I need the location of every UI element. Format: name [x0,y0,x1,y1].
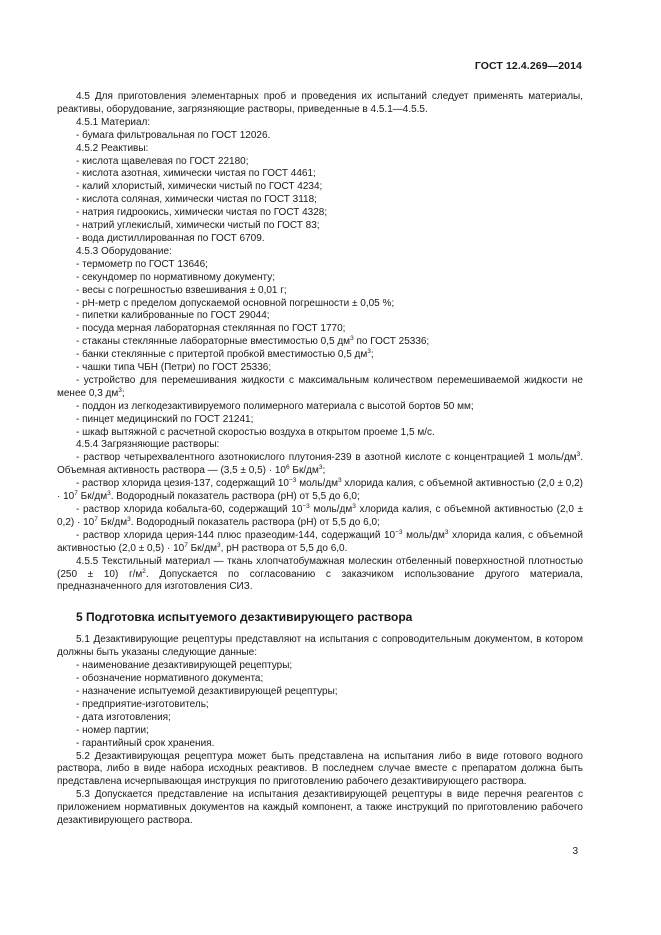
equipment-item-cups: - стаканы стеклянные лабораторные вместимостью 0,5 $дм^3$ по ГОСТ 25336; [76,335,430,348]
subsection-4-5-3-heading: 4.5.3 Оборудование: [76,245,172,257]
equipment-item: - посуда мерная лабораторная стеклянная по ГОСТ 1770; [76,323,346,335]
list-item: - назначение испытуемой дезактивирующей рецептуры; [76,685,338,697]
equipment-item: - термометр по ГОСТ 13646; [76,258,208,270]
equipment-item-mixer: - устройство для перемешивания жидкости с максимальным количеством перемешиваемой жидкости не менее 0,3 $дм^3$; [57,374,583,399]
subsection-4-5-1-heading: 4.5.1 Материал: [76,116,151,128]
subsection-4-5-4-heading: 4.5.4 Загрязняющие растворы: [76,439,220,451]
list-item: - номер партии; [76,724,149,736]
equipment-item-petri: - чашки типа ЧБН (Петри) по ГОСТ 25336; [76,362,272,374]
paragraph-5-1: 5.1 Дезактивирующие рецептуры представляют на испытания с сопроводительным документом, в котором должны быть указаны следующие данные: [57,634,583,659]
list-item: - обозначение нормативного документа; [76,673,264,685]
solution-cerium: - раствор хлорида церия-144 плюс празеодим-144, содержащий $10^{-3}$ моль/$дм^3$ хлорида калия, с объемной активностью $(2,0 \pm 0,5) \cdot 10^7$ $Бк/дм^3$, рН раствора от 5,5 до 6,0. [57,528,584,554]
subsection-4-5-5-textile: 4.5.5 Текстильный материал — ткань хлопчатобумажная молескин отбеленный поверхностной плотностью (250 ± 10) $г/м^2$. Допускается по согласованию с заказчиком использование другого материала, предназначенного для изготовления СИЗ. [57,555,584,593]
material-item: - бумага фильтровальная по ГОСТ 12026. [76,129,271,141]
document-standard-header: ГОСТ 12.4.269—2014 [474,60,582,72]
page-number: 3 [572,846,578,857]
page-body [57,91,583,828]
equipment-item: - секундомер по нормативному документу; [76,271,275,283]
solution-cobalt: - раствор хлорида кобальта-60, содержащий $10^{-3}$ моль/$дм^3$ хлорида калия, с объемной активностью $(2,0 \pm 0,2) \cdot 10^7$ $Бк/дм^3$. Водородный показатель раствора (рН) от 5,5 до 6,0; [57,503,583,528]
reagent-item: - натрия гидроокись, химически чистая по ГОСТ 4328; [76,207,328,219]
section-5-heading: 5 Подготовка испытуемого дезактивирующего раствора [76,610,413,625]
list-item: - предприятие-изготовитель; [76,698,209,710]
list-item: - дата изготовления; [76,711,171,723]
reagent-item: - кислота соляная, химически чистая по ГОСТ 3118; [76,194,317,206]
equipment-item: - пипетки калиброванные по ГОСТ 29044; [76,310,270,322]
list-item: - гарантийный срок хранения. [76,737,215,749]
equipment-item: - шкаф вытяжной с расчетной скоростью воздуха в открытом проеме 1,5 м/с. [76,426,435,438]
equipment-item-jars: - банки стеклянные с притертой пробкой вместимостью 0,5 $дм^3$; [76,348,374,361]
reagent-item: - натрий углекислый, химически чистый по ГОСТ 83; [76,220,320,232]
list-item: - наименование дезактивирующей рецептуры; [76,660,293,672]
reagent-item: - кислота щавелевая по ГОСТ 22180; [76,155,249,167]
paragraph-5-3: 5.3 Допускается представление на испытания дезактивирующей рецептуры в виде перечня реагентов с приложением нормативных документов на каждый компонент, а также инструкций по приготовлению рабочего дезактивирующего раствора. [57,789,583,827]
solution-plutonium: - раствор четырехвалентного азотнокислого плутония-239 в азотной кислоте с концентрацией 1 моль/$дм^3$. Объемная активность раствора — $(3,5 \pm 0,5) \cdot 10^6$ $Бк/дм^3$; [57,451,583,477]
solution-cesium: - раствор хлорида цезия-137, содержащий $10^{-3}$ моль/$дм^3$ хлорида калия, с объемной активностью $(2,0 \pm 0,2) \cdot 10^7$ $Бк/дм^3$. Водородный показатель раствора (рН) от 5,5 до 6,0; [57,477,584,503]
paragraph-5-2: 5.2 Дезактивирующая рецептура может быть представлена на испытания либо в виде готового водного раствора, либо в виде набора исходных реактивов. В последнем случае вместе с препаратом должна быть представлена исчерпывающая инструкция по приготовлению рабочего дезактивирующего раствора. [57,750,583,788]
equipment-item: - рН-метр с пределом допускаемой основной погрешности ± 0,05 %; [76,297,395,309]
reagent-item: - кислота азотная, химически чистая по ГОСТ 4461; [76,168,316,180]
reagent-item: - калий хлористый, химически чистый по ГОСТ 4234; [76,181,323,193]
equipment-item: - пинцет медицинский по ГОСТ 21241; [76,413,254,425]
equipment-item: - весы с погрешностью взвешивания ± 0,01 г; [76,284,287,296]
equipment-item: - поддон из легкодезактивируемого полимерного материала с высотой бортов 50 мм; [76,400,474,412]
section-4-5-intro: 4.5 Для приготовления элементарных проб и проведения их испытаний следует применять материалы, реактивы, оборудование, загрязняющие растворы, приведенные в 4.5.1—4.5.5. [57,91,583,115]
subsection-4-5-2-heading: 4.5.2 Реактивы: [76,142,149,154]
reagent-item: - вода дистиллированная по ГОСТ 6709. [76,232,265,244]
